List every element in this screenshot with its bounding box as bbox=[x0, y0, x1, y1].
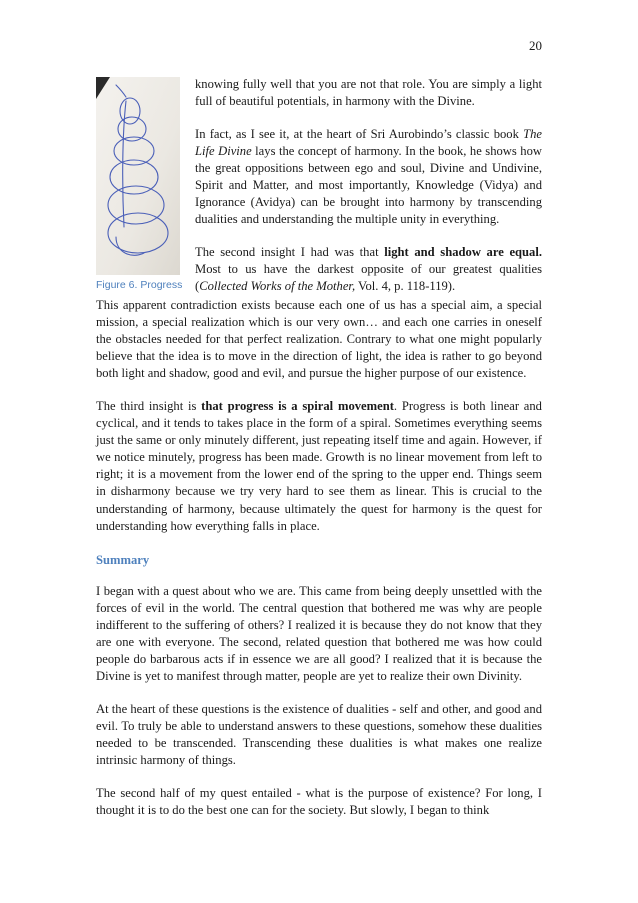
paragraph-3: The second insight I had was that light and shadow are equal. Most to us have the darkest opposite of our greatest qualities (Collected Works of the Mother, Vol. 4, p. 118-119). bbox=[195, 245, 542, 294]
main-text-block bbox=[96, 297, 542, 819]
page-number: 20 bbox=[529, 38, 542, 53]
paragraph-3-continued: This apparent contradiction exists because each one of us has a special aim, a special mission, a special realization which is our very own… and each one carries in oneself the obstacles needed for that perfect realization. Contrary to what one might popularly believe that the idea is to move in the direction of light, the idea is rather to go beyond both light and shadow, good and evil, and pursue the higher purpose of our existence. bbox=[96, 298, 542, 381]
paragraph-6: At the heart of these questions is the existence of dualities - self and other, and good and evil. To truly be able to understand answers to these questions, somehow these dualities needed to be transcended. Transcending these dualities is what makes one realize intrinsic harmony of things. bbox=[96, 701, 542, 768]
figure-spiral-image bbox=[96, 77, 180, 275]
paragraph-5: I began with a quest about who we are. This came from being deeply unsettled with the forces of evil in the world. The central question that bothered me was why are people indifferent to the suffering of others? I realized it is because they do not know that they are one with everyone. The second, related question that bothered me was how could people do barbarous acts if in essence we are all good? I realized that it is because the Divine is yet to manifest through matter, people are yet to realize their own Divinity. bbox=[96, 583, 542, 683]
figure-caption: Figure 6. Progress bbox=[96, 279, 183, 291]
citation-title: Collected Works of the Mother, bbox=[199, 279, 356, 294]
spiral-sketch-icon bbox=[96, 77, 180, 275]
indented-text-block bbox=[195, 76, 542, 296]
insight-light-shadow: light and shadow are equal. bbox=[384, 245, 542, 260]
paragraph-7: The second half of my quest entailed - what is the purpose of existence? For long, I thought it is to do the best one can for the society. But slowly, I began to think bbox=[96, 786, 542, 818]
paragraph-2: In fact, as I see it, at the heart of Sri Aurobindo’s classic book The Life Divine lays the concept of harmony. In the book, he shows how the great oppositions between ego and soul, Divine and Undivine, Spirit and Matter, and most importantly, Knowledge (Vidya) and Ignorance (Avidya) can be brought into harmony by transcending dualities and understanding the multiple unity in everything. bbox=[195, 127, 542, 227]
section-heading-summary: Summary bbox=[96, 552, 150, 567]
paragraph-1: knowing fully well that you are not that role. You are simply a light full of beautiful potentials, in harmony with the Divine. bbox=[195, 77, 542, 109]
paragraph-4: The third insight is that progress is a spiral movement. Progress is both linear and cyclical, and it tends to takes place in the form of a spiral. Sometimes everything seems just the same or only minutely different, just repeating itself time and again. However, if we notice minutely, progress has been made. Growth is no linear movement from left to right; it is a movement from the lower end of the spring to the upper end. Things seem in disharmony because we try very hard to see them as linear. This is crucial to the understanding of harmony, because ultimately the quest for harmony is the quest for understanding how everything falls in place. bbox=[96, 399, 542, 533]
book-title: The Life Divine bbox=[195, 127, 542, 159]
insight-spiral: that progress is a spiral movement bbox=[201, 399, 394, 414]
